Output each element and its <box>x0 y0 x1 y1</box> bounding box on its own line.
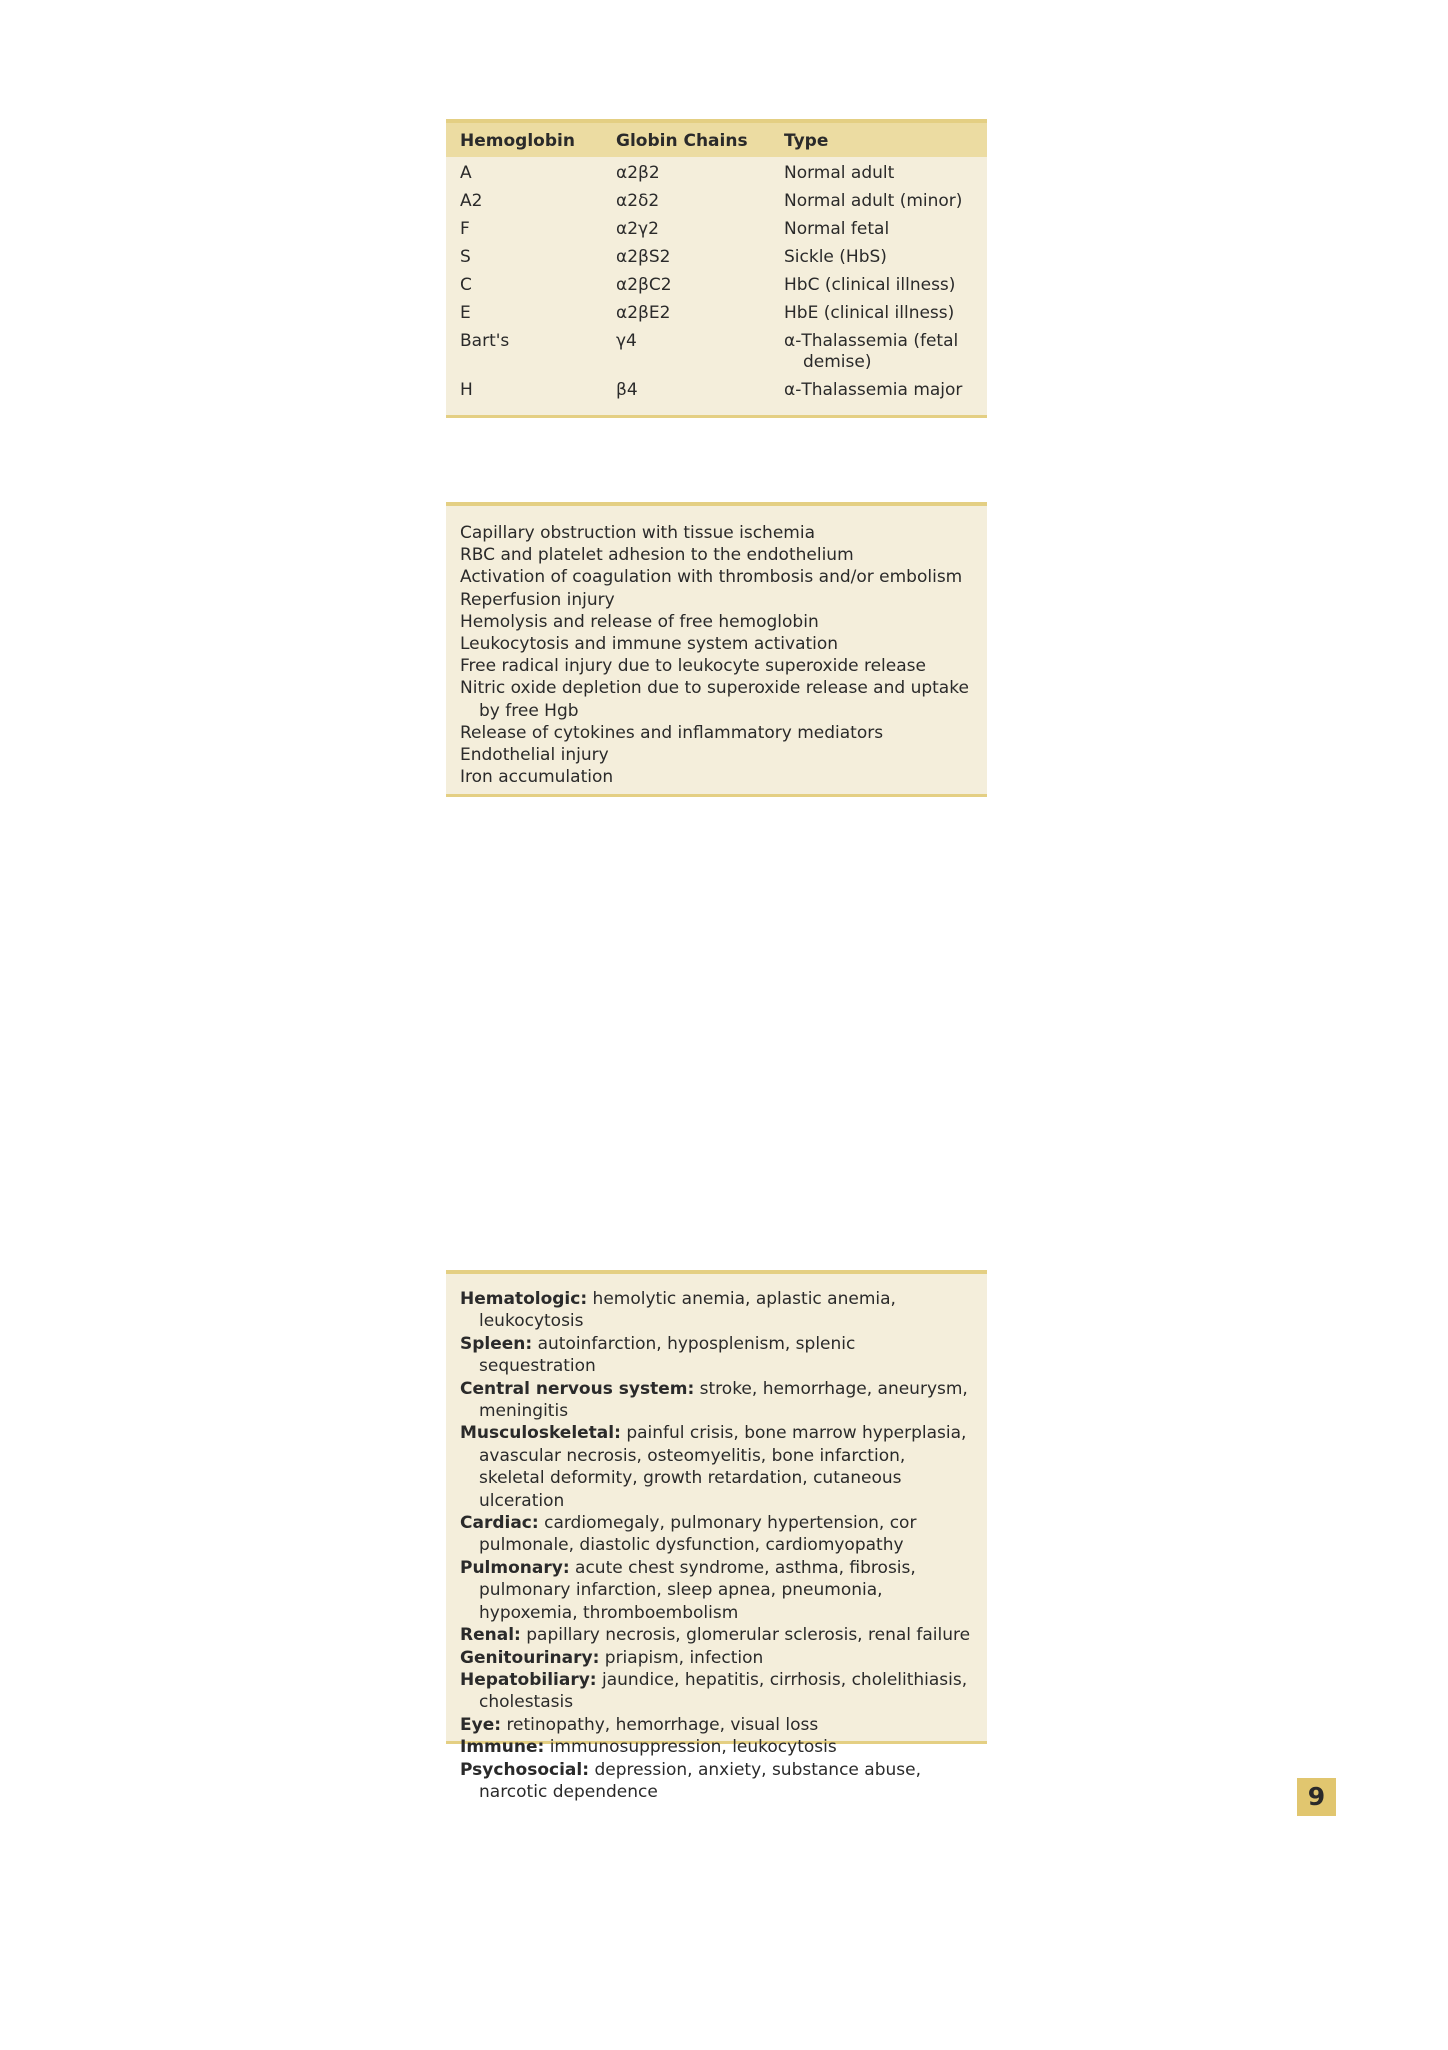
list-item: Nitric oxide depletion due to superoxide release and uptake by free Hgb <box>460 678 969 721</box>
cell-chains: α2γ2 <box>616 219 659 239</box>
system-items: hemolytic anemia, aplastic anemia, leukocytosis <box>479 1289 896 1332</box>
cell-chains: α2βC2 <box>616 275 672 295</box>
list-item <box>460 1557 973 1624</box>
system-label: Hematologic: <box>460 1289 588 1309</box>
list-item: Release of cytokines and inflammatory mediators <box>460 722 884 743</box>
header-globin-chains: Globin Chains <box>616 130 748 151</box>
mechanisms-box <box>446 502 987 797</box>
system-items: papillary necrosis, glomerular sclerosis, renal failure <box>526 1625 971 1646</box>
cell-type: Normal fetal <box>784 219 890 239</box>
list-item: Endothelial injury <box>460 745 609 766</box>
table-row <box>446 188 987 216</box>
cell-type: HbE (clinical illness) <box>784 303 955 323</box>
mechanisms-list <box>460 522 973 788</box>
list-item: Capillary obstruction with tissue ischemia <box>460 523 815 543</box>
cell-type: Normal adult (minor) <box>784 191 963 211</box>
system-label: Spleen: <box>460 1333 533 1354</box>
system-label: Hepatobiliary: <box>460 1669 597 1690</box>
list-item <box>460 1647 973 1669</box>
table-row <box>446 157 987 188</box>
list-item: Free radical injury due to leukocyte superoxide release <box>460 656 926 677</box>
cell-chains: β4 <box>616 380 638 400</box>
list-item: Hemolysis and release of free hemoglobin <box>460 611 819 632</box>
list-item <box>460 1378 973 1423</box>
list-item: Leukocytosis and immune system activation <box>460 634 839 655</box>
cell-hemoglobin: Bart's <box>460 331 510 351</box>
table-header-row <box>446 123 987 157</box>
table-row <box>446 328 987 377</box>
cell-chains: α2β2 <box>616 163 660 183</box>
complications-list <box>460 1288 973 1803</box>
list-item <box>460 1736 973 1758</box>
system-label: Musculoskeletal: <box>460 1423 621 1444</box>
cell-type: Normal adult <box>784 163 895 183</box>
table-row <box>446 244 987 272</box>
cell-chains: γ4 <box>616 331 637 351</box>
header-hemoglobin: Hemoglobin <box>460 130 575 151</box>
hemoglobin-table-box <box>446 119 987 418</box>
list-item <box>460 1288 973 1333</box>
hemoglobin-table <box>446 123 987 405</box>
system-label: Psychosocial: <box>460 1759 590 1780</box>
cell-hemoglobin: H <box>460 380 473 400</box>
cell-type: HbC (clinical illness) <box>784 275 956 295</box>
system-items: retinopathy, hemorrhage, visual loss <box>506 1714 819 1735</box>
system-items: stroke, hemorrhage, aneurysm, meningitis <box>479 1378 968 1422</box>
cell-hemoglobin: S <box>460 247 471 267</box>
system-label: Cardiac: <box>460 1513 539 1534</box>
cell-chains: α2βE2 <box>616 303 671 323</box>
table-row <box>446 300 987 328</box>
list-item <box>460 1669 973 1714</box>
system-items: acute chest syndrome, asthma, fibrosis, pulmonary infarction, sleep apnea, pneumonia, hypoxemia, thromboembolism <box>479 1557 916 1623</box>
list-item: Activation of coagulation with thrombosis and/or embolism <box>460 567 963 588</box>
cell-type <box>770 328 987 377</box>
cell-type: Sickle (HbS) <box>784 247 887 267</box>
cell-hemoglobin: A2 <box>460 191 483 211</box>
header-type: Type <box>784 130 829 151</box>
system-items: priapism, infection <box>604 1647 764 1668</box>
system-items: autoinfarction, hyposplenism, splenic sequestration <box>479 1333 856 1377</box>
cell-type-text: α-Thalassemia (fetal demise) <box>784 331 959 372</box>
table-row <box>446 377 987 405</box>
cell-hemoglobin: C <box>460 275 472 295</box>
system-label: Genitourinary: <box>460 1647 600 1668</box>
table-row <box>446 216 987 244</box>
list-item <box>460 1759 973 1804</box>
system-label: Immune: <box>460 1737 545 1758</box>
list-item <box>460 1333 973 1378</box>
complications-box <box>446 1270 987 1802</box>
list-item: RBC and platelet adhesion to the endothelium <box>460 545 854 566</box>
system-items: depression, anxiety, substance abuse, narcotic dependence <box>479 1759 921 1802</box>
system-items: jaundice, hepatitis, cirrhosis, cholelithiasis, cholestasis <box>479 1669 968 1713</box>
cell-hemoglobin: F <box>460 219 470 239</box>
list-item <box>460 1714 973 1736</box>
system-items: painful crisis, bone marrow hyperplasia, avascular necrosis, osteomyelitis, bone infarction, skeletal deformity, growth retardation, cutaneous ulceration <box>479 1423 967 1511</box>
cell-hemoglobin: A <box>460 163 472 183</box>
list-item: Iron accumulation <box>460 767 614 788</box>
system-items: cardiomegaly, pulmonary hypertension, cor pulmonale, diastolic dysfunction, cardiomyopathy <box>479 1513 917 1556</box>
system-label: Pulmonary: <box>460 1557 570 1578</box>
system-label: Eye: <box>460 1714 502 1735</box>
list-item <box>460 1624 973 1646</box>
system-label: Central nervous system: <box>460 1378 695 1399</box>
list-item <box>460 1422 973 1512</box>
page-number: 9 <box>1297 1778 1336 1816</box>
cell-chains: α2βS2 <box>616 247 671 267</box>
cell-type: α-Thalassemia major <box>784 380 963 400</box>
list-item <box>460 1512 973 1557</box>
table-row <box>446 272 987 300</box>
cell-chains: α2δ2 <box>616 191 660 211</box>
system-label: Renal: <box>460 1625 521 1646</box>
system-items: immunosuppression, leukocytosis <box>549 1737 837 1758</box>
list-item: Reperfusion injury <box>460 589 615 610</box>
cell-hemoglobin: E <box>460 303 471 323</box>
